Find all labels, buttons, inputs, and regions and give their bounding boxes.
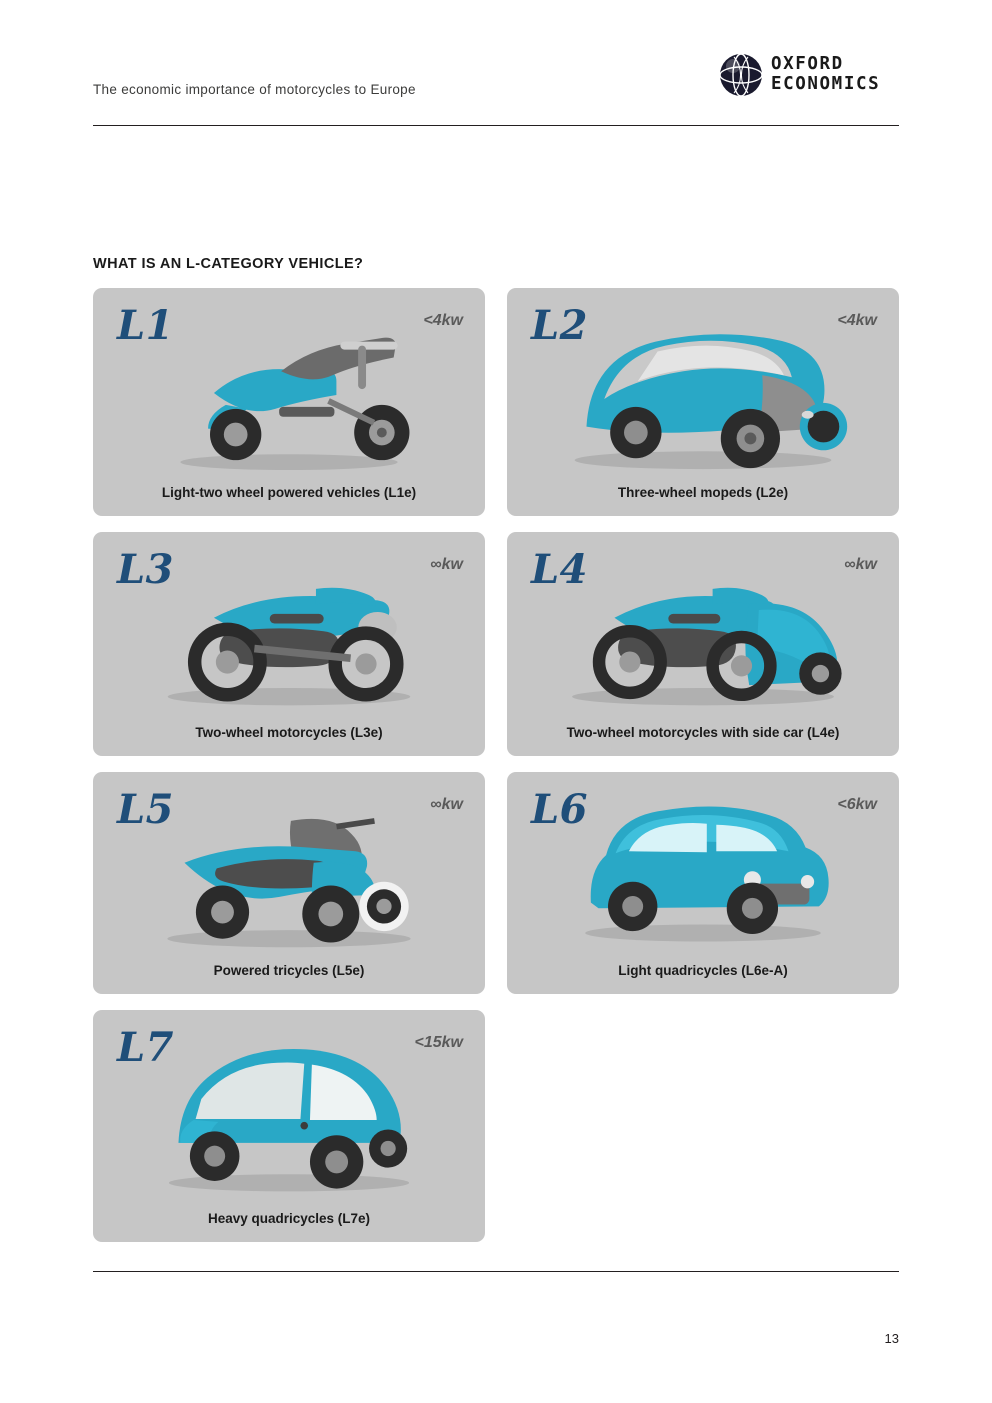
page-header (93, 54, 899, 128)
page-number: 13 (884, 1331, 899, 1346)
logo-line-2: ECONOMICS (771, 74, 881, 94)
logo-wordmark (771, 54, 880, 94)
category-code: L6 (531, 786, 588, 833)
header-title: The economic importance of motorcycles to Europe (93, 82, 416, 97)
logo-line-1: OXFORD (771, 54, 844, 74)
scooter-icon (93, 316, 485, 474)
category-power: ∞kw (844, 556, 877, 573)
motorcycle-sidecar-icon (507, 560, 899, 714)
category-card-l7 (93, 1010, 485, 1242)
category-code: L3 (117, 546, 174, 593)
page-title: WHAT IS AN L-CATEGORY VEHICLE? (93, 256, 364, 272)
category-card-l2 (507, 288, 899, 516)
category-caption: Powered tricycles (L5e) (213, 963, 365, 978)
category-caption: Heavy quadricycles (L7e) (207, 1211, 371, 1226)
category-code: L2 (531, 302, 588, 349)
category-card-l3 (93, 532, 485, 756)
category-caption: Three-wheel mopeds (L2e) (617, 485, 789, 500)
category-card-l1 (93, 288, 485, 516)
category-caption: Two-wheel motorcycles (L3e) (195, 725, 383, 740)
motorcycle-icon (93, 560, 485, 714)
globe-icon (719, 53, 763, 97)
heavy-quadricycle-icon (93, 1038, 485, 1200)
light-quadricycle-icon (507, 800, 899, 952)
three-wheel-moped-icon (507, 316, 899, 474)
category-power: <4kw (423, 312, 463, 329)
powered-tricycle-icon (93, 800, 485, 952)
category-power: ∞kw (430, 796, 463, 813)
category-code: L7 (117, 1024, 174, 1071)
category-power: <6kw (837, 796, 877, 813)
category-caption: Two-wheel motorcycles with side car (L4e) (566, 725, 840, 740)
category-code: L5 (117, 786, 174, 833)
category-power: <4kw (837, 312, 877, 329)
category-card-l5 (93, 772, 485, 994)
category-card-l6 (507, 772, 899, 994)
category-power: <15kw (414, 1034, 463, 1051)
header-divider (93, 125, 899, 126)
footer-divider (93, 1271, 899, 1272)
oxford-economics-logo (719, 50, 899, 104)
category-card-l4 (507, 532, 899, 756)
category-code: L1 (117, 302, 174, 349)
category-power: ∞kw (430, 556, 463, 573)
category-caption: Light quadricycles (L6e-A) (618, 963, 788, 978)
category-caption: Light-two wheel powered vehicles (L1e) (161, 485, 417, 500)
category-code: L4 (531, 546, 588, 593)
